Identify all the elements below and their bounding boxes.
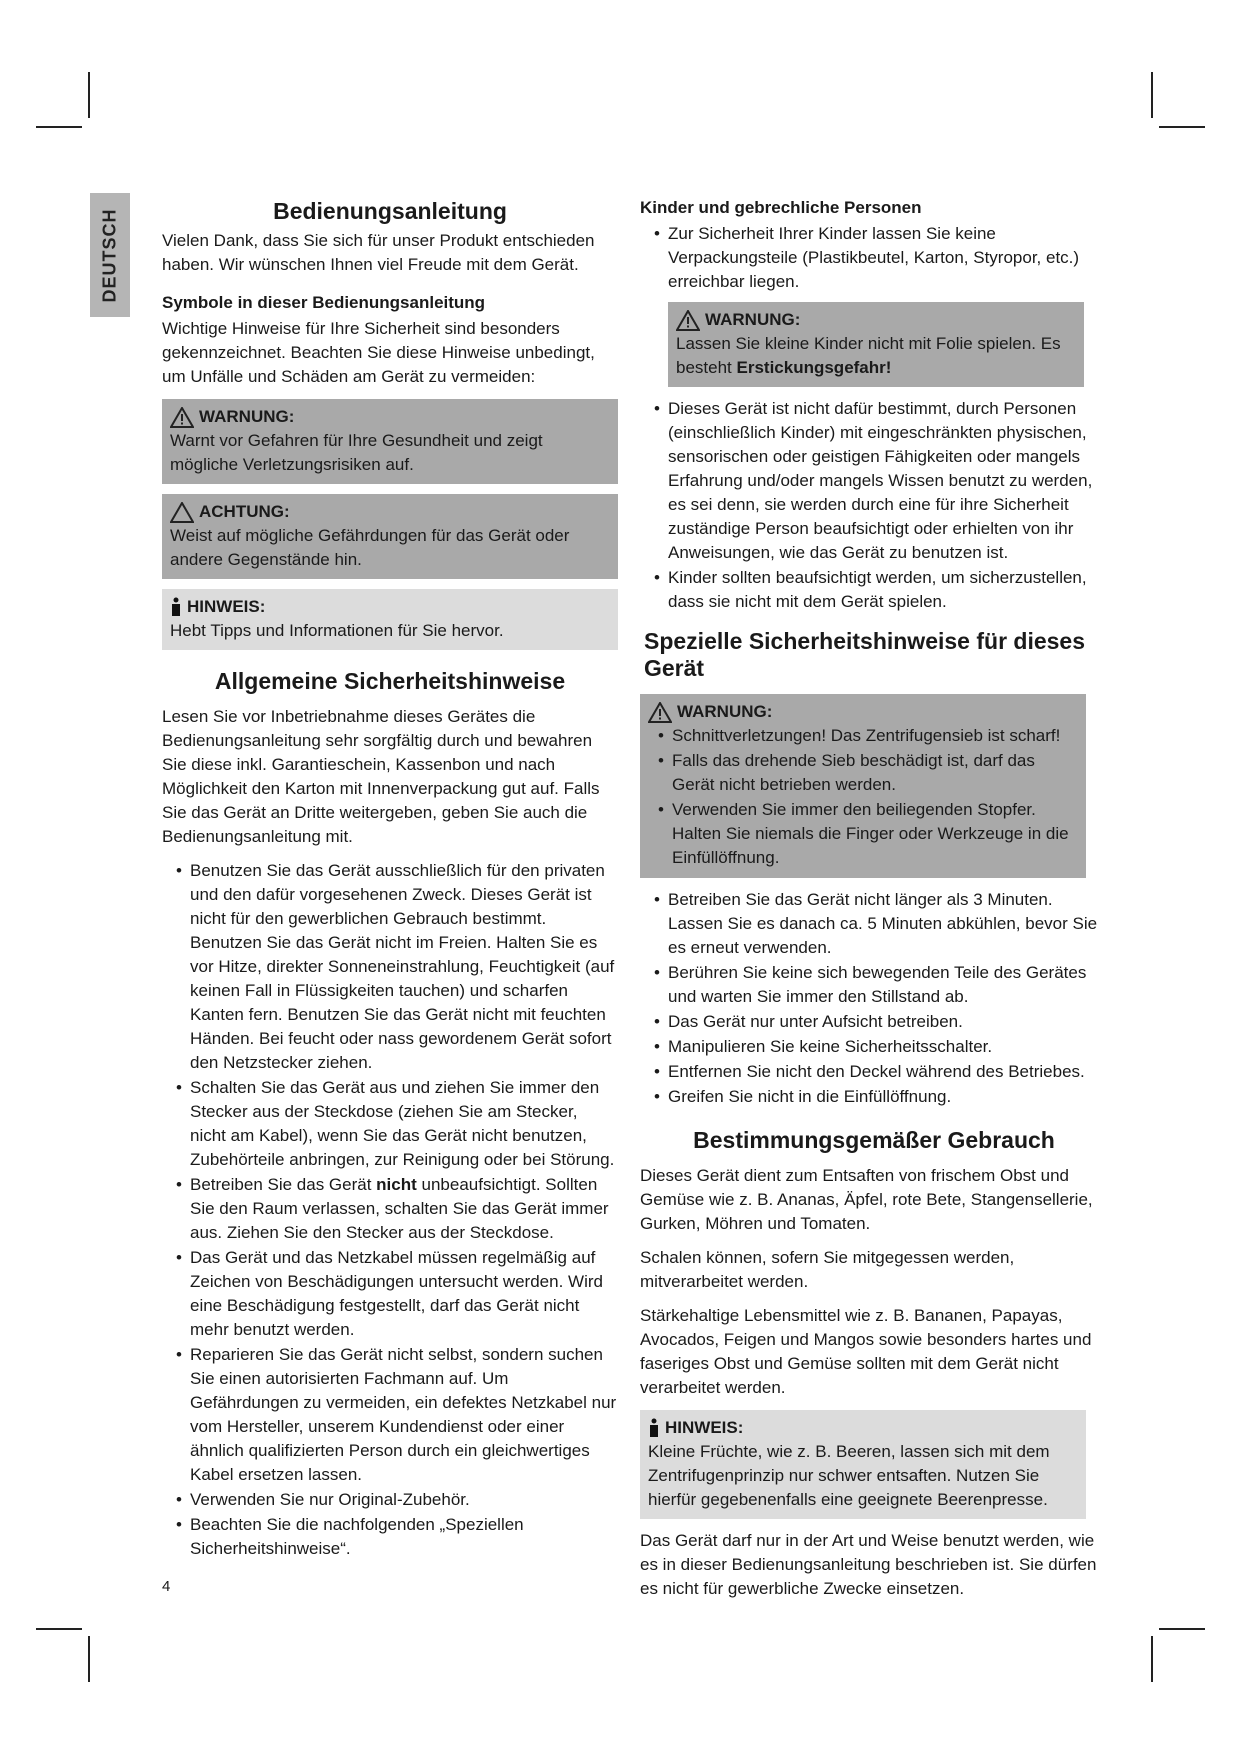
- list-item: • Verwenden Sie nur Original-Zubehör.: [176, 1490, 470, 1509]
- list-item: • Schalten Sie das Gerät aus und ziehen Sie immer den Stecker aus der Steckdose (ziehen Sie am Stecker, nicht am Kabel), wenn Sie das Gerät nicht benutzen, Zubehörteile anbringen, zur Reinigung oder bei Störung.: [176, 1078, 615, 1169]
- list-item: • Verwenden Sie immer den beiliegenden Stopfer. Halten Sie niemals die Finger oder Werkzeuge in die Einfüllöffnung.: [658, 800, 1069, 867]
- intro-text: Vielen Dank, dass Sie sich für unser Produkt entschieden haben. Wir wünschen Ihnen viel Freude mit dem Gerät.: [162, 231, 595, 274]
- warning-triangle-icon: [648, 702, 672, 723]
- list-item: • Beachten Sie die nachfolgenden „Speziellen Sicherheitshinweise“.: [176, 1515, 524, 1558]
- children-list-2: [640, 397, 1108, 614]
- list-item: • Das Gerät nur unter Aufsicht betreiben.: [654, 1012, 963, 1031]
- caution-text: Weist auf mögliche Gefährdungen für das Gerät oder andere Gegenstände hin.: [170, 526, 570, 569]
- intended-use-heading: Bestimmungsgemäßer Gebrauch: [693, 1127, 1055, 1153]
- general-safety-heading: Allgemeine Sicherheitshinweise: [214, 668, 566, 694]
- note-title: HINWEIS:: [665, 1418, 744, 1437]
- usage-note-box: [640, 1410, 1086, 1519]
- crop-mark: [36, 126, 82, 128]
- crop-mark: [1151, 72, 1153, 118]
- note-box: [162, 589, 618, 650]
- crop-mark: [1159, 126, 1205, 128]
- list-item: • Benutzen Sie das Gerät ausschließlich für den privaten und den dafür vorgesehenen Zweck. Dieses Gerät ist nicht für den gewerblichen Gebrauch bestimmt. Benutzen Sie das Gerät nicht im Freien. Halten Sie es vor Hitze, direkter Sonneneinstrahlung, Feuchtigkeit (auf keinen Fall in Flüssigkeiten tauchen) und scharfen Kanten fern. Benutzen Sie das Gerät nicht mit feuchten Händen. Bei feucht oder nass gewordenem Gerät sofort den Netzstecker ziehen.: [176, 861, 615, 1072]
- caution-title: ACHTUNG:: [199, 502, 290, 521]
- list-item: • Zur Sicherheit Ihrer Kinder lassen Sie keine Verpackungsteile (Plastikbeutel, Karton, Styropor, etc.) erreichbar liegen.: [654, 224, 1080, 291]
- list-item: • Das Gerät und das Netzkabel müssen regelmäßig auf Zeichen von Beschädigungen untersucht werden. Wird eine Beschädigung festgestellt, darf das Gerät nicht mehr benutzt werden.: [176, 1248, 603, 1339]
- children-list-1: [640, 222, 1108, 294]
- children-heading: Kinder und gebrechliche Personen: [640, 198, 922, 217]
- list-item: • Falls das drehende Sieb beschädigt ist, darf das Gerät nicht betrieben werden.: [658, 751, 1035, 794]
- list-item: • Greifen Sie nicht in die Einfüllöffnung.: [654, 1087, 952, 1106]
- manual-title: Bedienungsanleitung: [273, 198, 507, 224]
- usage-paragraph: Stärkehaltige Lebensmittel wie z. B. Bananen, Papayas, Avocados, Feigen und Mangos sowie besonders hartes und faseriges Obst und Gemüse sollten mit dem Gerät nicht verarbeitet werden.: [640, 1306, 1092, 1397]
- warning-text: Warnt vor Gefahren für Ihre Gesundheit und zeigt mögliche Verletzungsrisiken auf.: [170, 431, 543, 474]
- language-label: DEUTSCH: [99, 207, 120, 303]
- crop-mark: [88, 1636, 90, 1682]
- info-icon: [648, 1418, 660, 1438]
- list-item: • Reparieren Sie das Gerät nicht selbst, sondern suchen Sie einen autorisierten Fachmann auf. Um Gefährdungen zu vermeiden, ein defektes Netzkabel nur vom Hersteller, unserem Kundendienst oder einer ähnlich qualifizierten Person durch ein gleichwertiges Kabel ersetzen lassen.: [176, 1345, 617, 1484]
- caution-box: [162, 494, 618, 579]
- list-item: • Dieses Gerät ist nicht dafür bestimmt, durch Personen (einschließlich Kinder) mit eingeschränkten physischen, sensorischen oder geistigen Fähigkeiten oder mangels Erfahrung und/oder mangels Wissen benutzt zu werden, es sei denn, sie werden durch eine für ihre Sicherheit zuständige Person beaufsichtigt oder erhielten von ihr Anweisungen, wie das Gerät zu benutzen ist.: [654, 399, 1093, 562]
- list-item: • Manipulieren Sie keine Sicherheitsschalter.: [654, 1037, 993, 1056]
- general-safety-text: Lesen Sie vor Inbetriebnahme dieses Gerätes die Bedienungsanleitung sehr sorgfältig durch und bewahren Sie diese inkl. Garantieschein, Kassenbon und nach Möglichkeit den Karton mit Innenverpackung gut auf. Falls Sie das Gerät an Dritte weitergeben, geben Sie auch die Bedienungsanleitung mit.: [162, 707, 600, 846]
- warning-title: WARNUNG:: [677, 702, 773, 721]
- crop-mark: [36, 1628, 82, 1630]
- usage-paragraph: Schalen können, sofern Sie mitgegessen werden, mitverarbeitet werden.: [640, 1248, 1015, 1291]
- warning-text: Lassen Sie kleine Kinder nicht mit Folie spielen. Es besteht Erstickungsgefahr!: [676, 334, 1061, 377]
- usage-paragraph: Dieses Gerät dient zum Entsaften von frischem Obst und Gemüse wie z. B. Ananas, Äpfel, rote Bete, Stangensellerie, Gurken, Möhren und Tomaten.: [640, 1166, 1093, 1233]
- caution-triangle-icon: [170, 502, 194, 523]
- crop-mark: [1159, 1628, 1205, 1630]
- warning-triangle-icon: [676, 310, 700, 331]
- note-text: Hebt Tipps und Informationen für Sie hervor.: [170, 621, 504, 640]
- page-number: 4: [162, 1578, 171, 1595]
- special-warning-box: [640, 694, 1086, 878]
- left-column: [162, 190, 618, 1569]
- usage-paragraph: Das Gerät darf nur in der Art und Weise benutzt werden, wie es in dieser Bedienungsanleitung beschrieben ist. Sie dürfen es nicht für gewerbliche Zwecke einsetzen.: [640, 1531, 1097, 1598]
- crop-mark: [1151, 1636, 1153, 1682]
- note-title: HINWEIS:: [187, 597, 266, 616]
- info-icon: [170, 597, 182, 617]
- children-warning-box: [668, 302, 1084, 387]
- special-safety-list: [640, 888, 1108, 1109]
- list-item: • Betreiben Sie das Gerät nicht länger als 3 Minuten. Lassen Sie es danach ca. 5 Minuten abkühlen, bevor Sie es erneut verwenden.: [654, 890, 1098, 957]
- warning-triangle-icon: [170, 407, 194, 428]
- warning-box: [162, 399, 618, 484]
- symbols-text: Wichtige Hinweise für Ihre Sicherheit sind besonders gekennzeichnet. Beachten Sie diese Hinweise unbedingt, um Unfälle und Schäden am Gerät zu vermeiden:: [162, 319, 595, 386]
- warning-title: WARNUNG:: [705, 310, 801, 329]
- note-text: Kleine Früchte, wie z. B. Beeren, lassen sich mit dem Zentrifugenprinzip nur schwer entsaften. Nutzen Sie hierfür gegebenenfalls eine geeignete Beerenpresse.: [648, 1442, 1050, 1509]
- right-column: [640, 190, 1108, 1611]
- list-item: • Entfernen Sie nicht den Deckel während des Betriebes.: [654, 1062, 1085, 1081]
- warning-list: [648, 724, 1078, 870]
- special-safety-heading: Spezielle Sicherheitshinweise für dieses Gerät: [644, 628, 1086, 681]
- symbols-heading: Symbole in dieser Bedienungsanleitung: [162, 293, 486, 312]
- crop-mark: [88, 72, 90, 118]
- general-safety-list: [162, 859, 618, 1561]
- list-item: • Schnittverletzungen! Das Zentrifugensieb ist scharf!: [658, 726, 1061, 745]
- list-item: • Berühren Sie keine sich bewegenden Teile des Gerätes und warten Sie immer den Stillstand ab.: [654, 963, 1087, 1006]
- list-item: • Betreiben Sie das Gerät nicht unbeaufsichtigt. Sollten Sie den Raum verlassen, schalten Sie das Gerät immer aus. Ziehen Sie den Stecker aus der Steckdose.: [176, 1175, 609, 1242]
- warning-title: WARNUNG:: [199, 407, 295, 426]
- list-item: • Kinder sollten beaufsichtigt werden, um sicherzustellen, dass sie nicht mit dem Gerät spielen.: [654, 568, 1087, 611]
- language-tab: [90, 193, 130, 317]
